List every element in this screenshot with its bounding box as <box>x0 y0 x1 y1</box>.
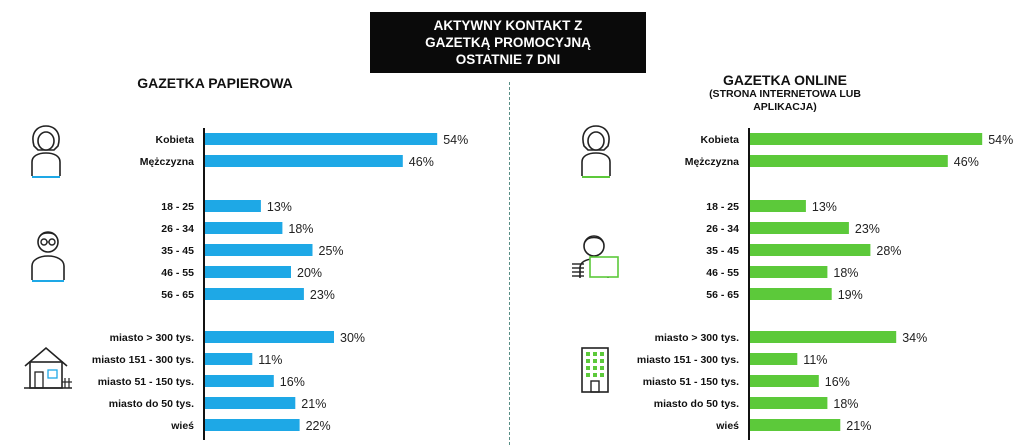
left-value-label: 54% <box>443 133 469 147</box>
right-value-label: 11% <box>803 353 828 367</box>
right-value-label: 34% <box>902 331 928 345</box>
left-bar <box>205 353 252 365</box>
right-category-label: Mężczyzna <box>684 156 739 168</box>
left-bar <box>205 200 261 212</box>
left-category-label: Kobieta <box>155 134 194 146</box>
title-line-1: AKTYWNY KONTAKT Z <box>433 18 583 33</box>
left-bar <box>205 155 403 167</box>
left-category-label: miasto > 300 tys. <box>109 332 194 344</box>
left-value-label: 18% <box>288 222 314 236</box>
right-value-label: 18% <box>833 266 859 280</box>
right-category-label: wieś <box>716 420 739 432</box>
left-value-label: 21% <box>301 397 327 411</box>
right-category-label: miasto 51 - 150 tys. <box>642 376 739 388</box>
right-value-label: 18% <box>833 397 859 411</box>
right-bar <box>750 419 840 431</box>
right-category-label: miasto do 50 tys. <box>653 398 739 410</box>
left-bar <box>205 331 334 343</box>
right-panel-title: GAZETKA ONLINE <box>723 72 847 88</box>
right-category-label: miasto 151 - 300 tys. <box>636 354 739 366</box>
left-category-label: 46 - 55 <box>161 267 194 279</box>
right-category-label: 56 - 65 <box>706 289 739 301</box>
right-category-label: 35 - 45 <box>706 245 739 257</box>
right-category-label: 26 - 34 <box>706 223 739 235</box>
right-value-label: 13% <box>811 200 837 214</box>
left-category-label: miasto 51 - 150 tys. <box>97 376 194 388</box>
left-value-label: 23% <box>309 288 335 302</box>
right-category-label: Kobieta <box>700 134 739 146</box>
left-bar <box>205 288 304 300</box>
right-panel-subtitle-1: (STRONA INTERNETOWA LUB <box>709 88 861 100</box>
right-category-label: miasto > 300 tys. <box>654 332 739 344</box>
left-bar <box>205 266 291 278</box>
right-bar <box>750 266 827 278</box>
left-bar <box>205 397 295 409</box>
right-bar <box>750 353 797 365</box>
left-category-label: Mężczyzna <box>139 156 194 168</box>
right-bar <box>750 375 819 387</box>
right-bar <box>750 331 896 343</box>
left-category-label: 56 - 65 <box>161 289 194 301</box>
right-value-label: 28% <box>876 244 902 258</box>
left-value-label: 11% <box>258 353 283 367</box>
left-value-label: 30% <box>340 331 366 345</box>
left-bar <box>205 244 313 256</box>
right-bar <box>750 222 849 234</box>
right-value-label: 46% <box>953 155 979 169</box>
right-value-label: 19% <box>837 288 863 302</box>
right-value-label: 16% <box>824 375 850 389</box>
right-category-label: 18 - 25 <box>706 201 739 213</box>
right-bar <box>750 155 948 167</box>
right-value-label: 54% <box>988 133 1014 147</box>
left-category-label: miasto 151 - 300 tys. <box>91 354 194 366</box>
left-value-label: 20% <box>297 266 323 280</box>
right-bar <box>750 397 827 409</box>
left-bar <box>205 419 300 431</box>
left-value-label: 46% <box>408 155 434 169</box>
right-value-label: 21% <box>846 419 872 433</box>
title-line-2: GAZETKĄ PROMOCYJNĄ <box>425 35 591 50</box>
title-line-3: OSTATNIE 7 DNI <box>455 52 561 67</box>
left-bar <box>205 133 437 145</box>
right-bar <box>750 288 832 300</box>
left-category-label: 35 - 45 <box>161 245 194 257</box>
left-value-label: 16% <box>279 375 305 389</box>
left-category-label: 18 - 25 <box>161 201 194 213</box>
right-bar <box>750 200 806 212</box>
right-value-label: 23% <box>854 222 880 236</box>
left-value-label: 22% <box>305 419 331 433</box>
right-category-label: 46 - 55 <box>706 267 739 279</box>
left-bar <box>205 375 274 387</box>
left-panel-title: GAZETKA PAPIEROWA <box>137 75 293 91</box>
right-panel-subtitle-2: APLIKACJA) <box>753 101 817 113</box>
right-bar <box>750 244 870 256</box>
left-value-label: 25% <box>318 244 344 258</box>
left-category-label: 26 - 34 <box>161 223 194 235</box>
left-category-label: wieś <box>171 420 194 432</box>
left-bar <box>205 222 282 234</box>
left-category-label: miasto do 50 tys. <box>108 398 194 410</box>
left-value-label: 13% <box>266 200 292 214</box>
right-bar <box>750 133 982 145</box>
